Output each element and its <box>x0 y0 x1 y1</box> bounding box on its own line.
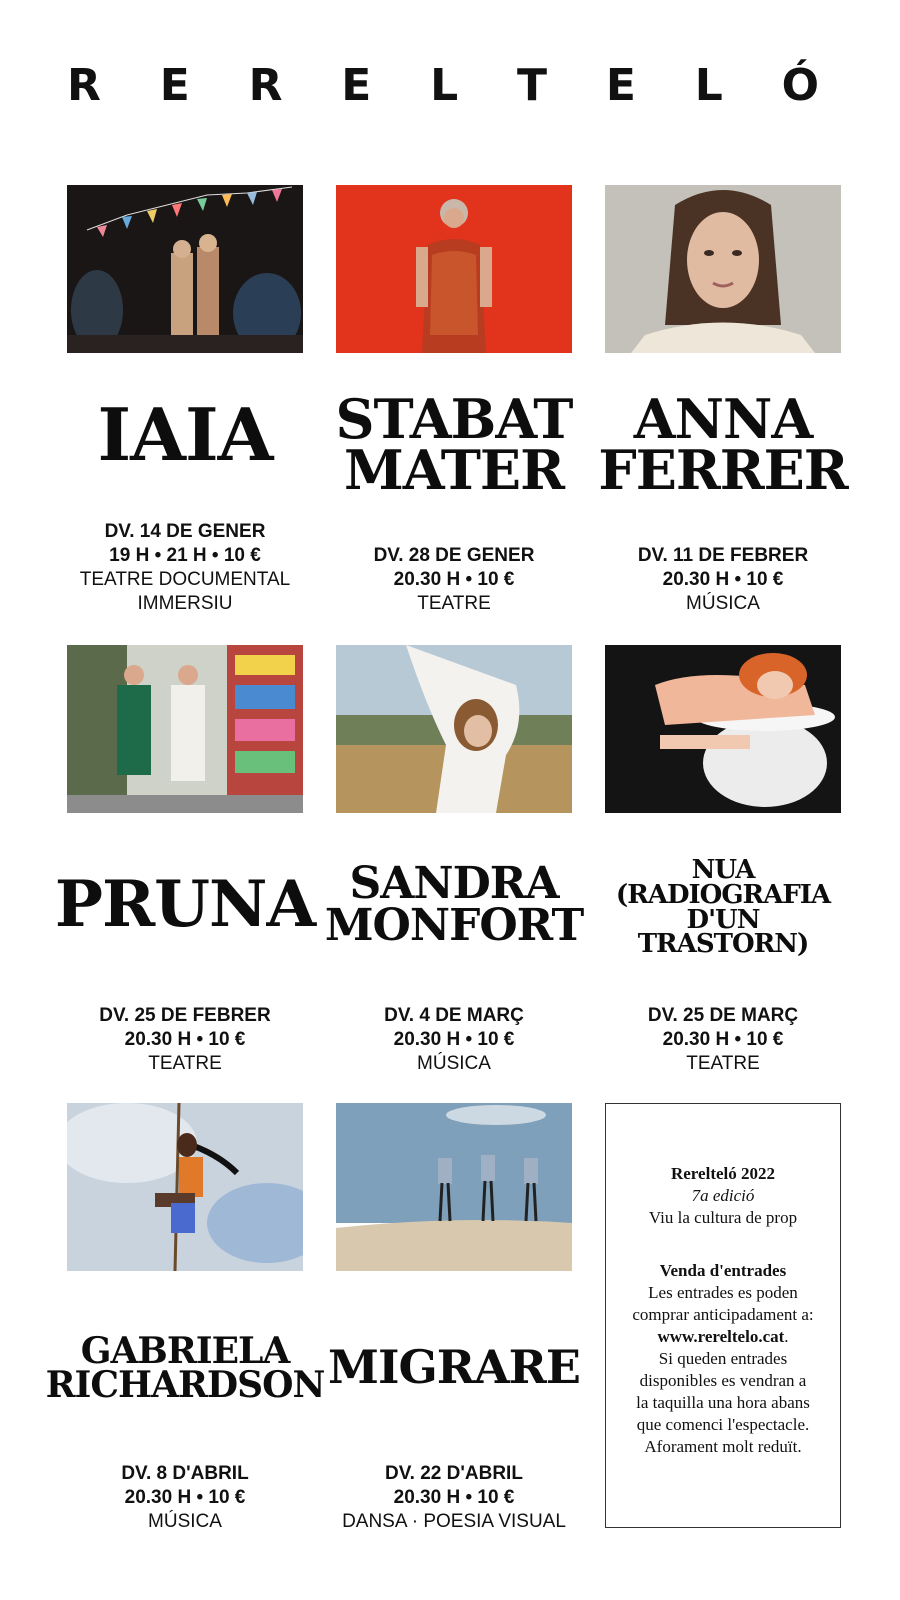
info-box <box>605 1103 841 1528</box>
theatre-stage-photo <box>67 185 303 353</box>
event-category: MÚSICA <box>148 1511 222 1532</box>
event-date: DV. 25 DE MARÇ <box>647 1005 799 1026</box>
event-details <box>67 520 303 616</box>
event-date: DV. 25 DE FEBRER <box>99 1005 271 1026</box>
title-line: RICHARDSON <box>45 1364 325 1406</box>
title-line: MATER <box>344 438 564 502</box>
title-line: GABRIELA <box>80 1329 290 1372</box>
event-time-price: 20.30 H • 10 € <box>124 1029 246 1050</box>
logo-letter: L <box>694 60 723 111</box>
tickets-text: la taquilla una hora abans <box>636 1393 810 1412</box>
tickets-text: Les entrades es poden <box>648 1283 798 1302</box>
event-date: DV. 22 D'ABRIL <box>385 1463 523 1484</box>
event-time-price: 20.30 H • 10 € <box>662 1029 784 1050</box>
event-category: TEATRE <box>417 593 491 614</box>
title-line: PRUNA <box>54 866 316 942</box>
logo-letter: E <box>605 60 636 111</box>
event-date: DV. 8 D'ABRIL <box>121 1463 249 1484</box>
title-line: STABAT <box>335 386 573 451</box>
portrait-photo <box>605 185 841 353</box>
title-line: MIGRARE <box>328 1340 580 1395</box>
event-date: DV. 11 DE FEBRER <box>637 545 809 566</box>
tickets-website-suffix: . <box>784 1327 789 1346</box>
event-details <box>605 544 841 616</box>
title-line: ANNA <box>633 386 813 451</box>
tickets-text: comprar anticipadament a: <box>632 1305 814 1324</box>
tickets-text: Aforament molt reduït. <box>644 1437 802 1456</box>
title-line: FERRER <box>598 438 848 502</box>
festival-edition-number: 7a edició <box>691 1186 755 1205</box>
tickets-text: Si queden entrades <box>658 1349 788 1368</box>
event-date: DV. 4 DE MARÇ <box>384 1005 524 1026</box>
event-title <box>45 1318 325 1418</box>
tickets-website-link[interactable]: www.rereltelo.cat <box>657 1327 785 1346</box>
event-date: DV. 14 DE GENER <box>104 521 266 542</box>
festival-tagline: Viu la cultura de prop <box>648 1208 798 1227</box>
event-details <box>67 1004 303 1076</box>
event-title <box>336 385 572 505</box>
field-photo <box>336 645 572 813</box>
event-details <box>67 1462 303 1534</box>
event-time-price: 19 H • 21 H • 10 € <box>109 545 261 566</box>
event-category: MÚSICA <box>686 593 760 614</box>
event-time-price: 20.30 H • 10 € <box>393 569 515 590</box>
title-line: D'UN TRASTORN) <box>637 904 809 960</box>
logo-letter: Ó <box>781 60 819 111</box>
woman-red-background-photo <box>336 185 572 353</box>
toy-shop-photo <box>67 645 303 813</box>
festival-edition-title: Rerelteló 2022 <box>670 1164 775 1183</box>
event-title <box>598 385 848 505</box>
title-line: IAIA <box>97 391 273 477</box>
toilet-photo <box>605 645 841 813</box>
event-details <box>336 1004 572 1076</box>
event-title <box>328 1318 580 1418</box>
festival-logo <box>67 58 819 114</box>
event-details <box>336 1462 572 1534</box>
event-title <box>324 855 584 955</box>
event-details <box>336 544 572 616</box>
tickets-heading: Venda d'entrades <box>659 1261 787 1280</box>
tickets-website-row <box>606 1326 840 1348</box>
title-line: (RADIOGRAFIA <box>615 879 831 910</box>
event-category: IMMERSIU <box>137 593 233 614</box>
event-time-price: 20.30 H • 10 € <box>124 1487 246 1508</box>
event-category: DANSA · POESIA VISUAL <box>342 1511 566 1532</box>
event-time-price: 20.30 H • 10 € <box>393 1487 515 1508</box>
event-title <box>67 385 303 485</box>
tickets-text: que comenci l'espectacle. <box>636 1415 810 1434</box>
event-date: DV. 28 DE GENER <box>373 545 535 566</box>
tickets-text: disponibles es vendran a <box>639 1371 807 1390</box>
title-line: SANDRA <box>349 858 559 910</box>
event-category: MÚSICA <box>417 1053 491 1074</box>
event-category: TEATRE <box>148 1053 222 1074</box>
title-line: NUA <box>691 855 755 886</box>
logo-letter: R <box>67 60 101 111</box>
logo-letter: E <box>159 60 190 111</box>
event-time-price: 20.30 H • 10 € <box>662 569 784 590</box>
event-time-price: 20.30 H • 10 € <box>393 1029 515 1050</box>
logo-letter: R <box>248 60 283 111</box>
event-title <box>605 855 841 960</box>
event-details <box>605 1004 841 1076</box>
event-category: TEATRE <box>686 1053 760 1074</box>
event-title <box>54 860 316 950</box>
stilts-dune-photo <box>336 1103 572 1271</box>
logo-letter: E <box>341 60 372 111</box>
event-category: TEATRE DOCUMENTAL <box>79 569 291 590</box>
rope-sky-photo <box>67 1103 303 1271</box>
title-line: MONFORT <box>324 900 584 951</box>
logo-letter: L <box>430 60 459 111</box>
logo-letter: T <box>517 60 548 111</box>
